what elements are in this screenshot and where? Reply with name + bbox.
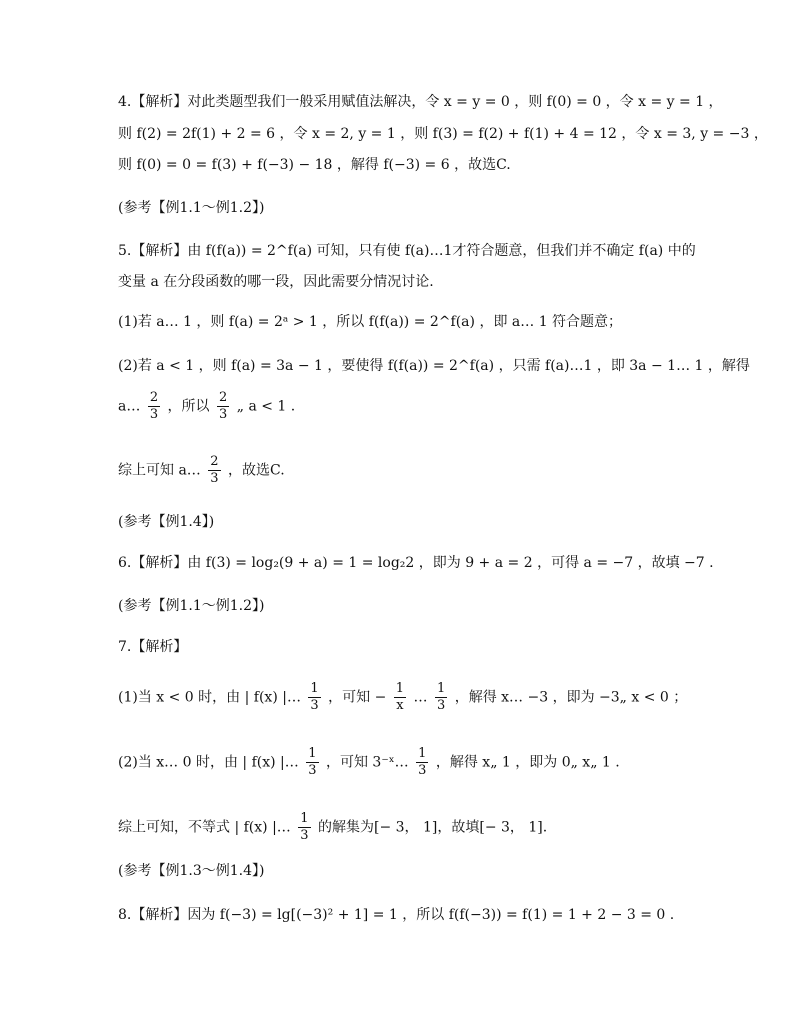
sol5-conclusion: [118, 454, 285, 487]
sol7-case1: [118, 681, 687, 714]
sol5-reference: (参考【例1.4】): [118, 514, 215, 530]
sol7-text: 的解集为[− 3， 1]，故填[− 3， 1].: [317, 819, 548, 836]
fraction: $\frac{1}{x}$: [395, 681, 405, 713]
sol6-line1: 6.【解析】由 f(3) = log₂(9 + a) = 1 = log₂2 ，即为 9 + a = 2 ，可得 a = −7 ，故填 −7 .: [118, 555, 714, 571]
sol7-text: ，可知 −: [328, 689, 387, 706]
sol6-reference: (参考【例1.1～例1.2】): [118, 598, 265, 614]
sol5-case1: (1)若 a… 1 ，则 f(a) = 2ᵃ > 1 ，所以 f(f(a)) = 2^f(a) ，即 a… 1 符合题意；: [118, 314, 623, 330]
fraction: $\frac{1}{3}$: [308, 746, 317, 778]
sol7-text: …: [413, 689, 428, 706]
sol7-text: (2)当 x… 0 时，由 | f(x) |…: [118, 754, 299, 771]
sol5-case2-cont: [118, 390, 295, 423]
fraction: $\frac{2}{3}$: [210, 454, 219, 486]
fraction: $\frac{1}{3}$: [310, 681, 319, 713]
sol4-reference: (参考【例1.1～例1.2】): [118, 200, 265, 216]
sol5-case2: (2)若 a < 1 ，则 f(a) = 3a − 1 ，要使得 f(f(a)) = 2^f(a) ，只需 f(a)…1 ，即 3a − 1… 1 ，解得: [118, 358, 750, 374]
sol4-line3: 则 f(0) = 0 = f(3) + f(−3) − 18 ，解得 f(−3) = 6 ，故选C.: [118, 157, 511, 173]
sol8-line1: 8.【解析】因为 f(−3) = lg[(−3)² + 1] = 1 ，所以 f(f(−3)) = f(1) = 1 + 2 − 3 = 0 .: [118, 907, 675, 923]
sol7-text: 综上可知，不等式 | f(x) |…: [118, 819, 291, 836]
sol7-case2: [118, 746, 620, 779]
fraction: $\frac{1}{3}$: [436, 681, 446, 713]
sol5-text: 综上可知 a…: [118, 462, 201, 479]
sol7-text: (1)当 x < 0 时，由 | f(x) |…: [118, 689, 301, 706]
sol5-text: „ a < 1 .: [236, 398, 296, 415]
sol7-reference: (参考【例1.3～例1.4】): [118, 863, 265, 879]
sol5-text: ，故选C.: [227, 462, 285, 479]
fraction: $\frac{2}{3}$: [149, 390, 159, 422]
sol5-text: ，所以: [167, 398, 210, 415]
sol5-text: a…: [118, 398, 141, 415]
sol7-text: ，解得 x„ 1 ，即为 0„ x„ 1 .: [435, 754, 620, 771]
sol4-line2: 则 f(2) = 2f(1) + 2 = 6 ，令 x = 2, y = 1 ，则 f(3) = f(2) + f(1) + 4 = 12 ，令 x = 3, y = −3 ，: [118, 126, 768, 142]
fraction: $\frac{1}{3}$: [300, 811, 309, 843]
fraction: $\frac{2}{3}$: [219, 390, 228, 422]
fraction: $\frac{1}{3}$: [418, 746, 427, 778]
sol4-line1: 4.【解析】对此类题型我们一般采用赋值法解决，令 x = y = 0 ，则 f(0) = 0 ，令 x = y = 1 ，: [118, 94, 723, 110]
sol7-conclusion: [118, 811, 547, 844]
sol5-line1: 5.【解析】由 f(f(a)) = 2^f(a) 可知，只有使 f(a)…1才符合题意，但我们并不确定 f(a) 中的: [118, 243, 696, 259]
sol5-line2: 变量 a 在分段函数的哪一段，因此需要分情况讨论.: [118, 274, 434, 290]
sol7-text: ，可知 3⁻ˣ…: [325, 754, 409, 771]
sol7-heading: 7.【解析】: [118, 639, 188, 655]
sol7-text: ，解得 x… −3 ，即为 −3„ x < 0 ；: [454, 689, 688, 706]
